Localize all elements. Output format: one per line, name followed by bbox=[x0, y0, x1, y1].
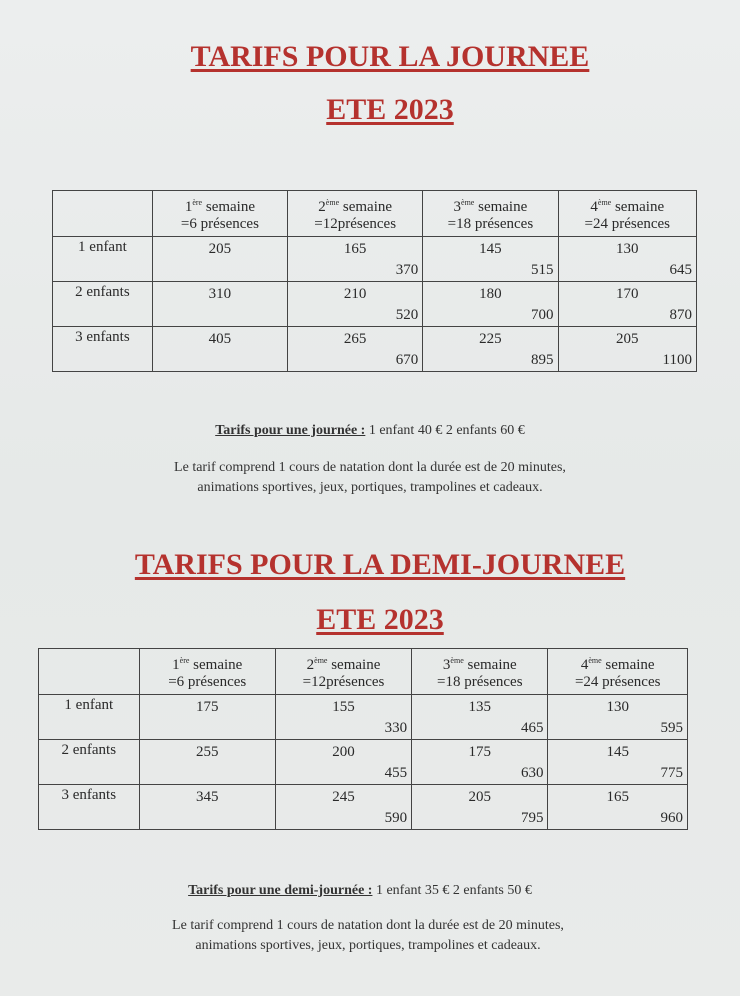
cumulative-price: 670 bbox=[395, 352, 419, 368]
week-presences: =12présences bbox=[314, 216, 397, 232]
table-row bbox=[53, 327, 697, 372]
price-cell bbox=[288, 282, 423, 327]
weekly-price: 200 bbox=[332, 744, 355, 760]
price-cell bbox=[558, 282, 696, 327]
week-header-1 bbox=[139, 649, 275, 695]
cumulative-price: 330 bbox=[384, 720, 408, 736]
section2-price-text: 1 enfant 35 € 2 enfants 50 € bbox=[372, 883, 532, 898]
week-label: semaine bbox=[474, 199, 528, 215]
price-cell bbox=[548, 740, 688, 785]
section1-price-text: 1 enfant 40 € 2 enfants 60 € bbox=[365, 423, 525, 438]
weekly-price: 130 bbox=[616, 241, 639, 257]
price-cell bbox=[423, 282, 558, 327]
price-cell bbox=[412, 740, 548, 785]
weekly-price: 145 bbox=[479, 241, 502, 257]
section1-year: ETE 2023 bbox=[326, 93, 454, 126]
week-ordinal: ème bbox=[314, 656, 328, 665]
week-label: semaine bbox=[601, 657, 655, 673]
table-row bbox=[39, 740, 688, 785]
week-label: semaine bbox=[202, 199, 256, 215]
section2-year: ETE 2023 bbox=[316, 603, 444, 636]
week-header-2 bbox=[275, 649, 411, 695]
week-presences: =18 présences bbox=[437, 674, 523, 690]
cumulative-price: 520 bbox=[395, 307, 419, 323]
price-cell bbox=[412, 695, 548, 740]
cumulative-price: 775 bbox=[660, 765, 683, 781]
cumulative-price: 630 bbox=[520, 765, 544, 781]
table-row bbox=[53, 237, 697, 282]
week-ordinal: ème bbox=[588, 656, 602, 665]
price-cell bbox=[288, 327, 423, 372]
header-empty-cell bbox=[53, 191, 153, 237]
section2-desc-line1: Le tarif comprend 1 cours de natation dont la durée est de 20 minutes, bbox=[172, 918, 564, 933]
cumulative-price: 960 bbox=[660, 810, 683, 826]
week-header-3 bbox=[423, 191, 558, 237]
cumulative-price: 795 bbox=[520, 810, 544, 826]
section2-price-line bbox=[0, 883, 730, 899]
weekly-price: 145 bbox=[606, 744, 629, 760]
week-number: 1 bbox=[184, 199, 193, 215]
row-label: 2 enfants bbox=[53, 282, 153, 327]
weekly-price: 205 bbox=[616, 331, 639, 347]
weekly-price: 265 bbox=[343, 331, 367, 347]
table-row bbox=[53, 282, 697, 327]
price-cell bbox=[548, 785, 688, 830]
week-label: semaine bbox=[463, 657, 517, 673]
section2-title: TARIFS POUR LA DEMI-JOURNEE bbox=[134, 548, 626, 581]
section1-price-label: Tarifs pour une journée : bbox=[215, 423, 366, 438]
row-label: 3 enfants bbox=[53, 327, 153, 372]
weekly-price: 165 bbox=[343, 241, 367, 257]
weekly-price: 310 bbox=[208, 286, 232, 302]
week-ordinal: ère bbox=[192, 198, 203, 207]
table-row bbox=[39, 695, 688, 740]
week-header-1 bbox=[152, 191, 287, 237]
weekly-price: 245 bbox=[332, 789, 355, 805]
weekly-price: 225 bbox=[479, 331, 502, 347]
week-ordinal: ère bbox=[179, 656, 190, 665]
cumulative-price: 465 bbox=[520, 720, 544, 736]
week-presences: =6 présences bbox=[168, 674, 247, 690]
table-row bbox=[39, 785, 688, 830]
weekly-price: 255 bbox=[195, 744, 219, 760]
weekly-price: 170 bbox=[616, 286, 639, 302]
price-cell bbox=[275, 695, 411, 740]
week-label: semaine bbox=[327, 657, 381, 673]
weekly-price: 175 bbox=[468, 744, 492, 760]
weekly-price: 205 bbox=[208, 241, 232, 257]
table-header-row bbox=[53, 191, 697, 237]
price-cell bbox=[275, 785, 411, 830]
row-label: 2 enfants bbox=[39, 740, 140, 785]
price-cell bbox=[288, 237, 423, 282]
week-number: 1 bbox=[172, 657, 180, 673]
weekly-price: 135 bbox=[468, 699, 492, 715]
price-cell bbox=[152, 237, 287, 282]
weekly-price: 165 bbox=[606, 789, 629, 805]
cumulative-price: 590 bbox=[384, 810, 408, 826]
week-label: semaine bbox=[189, 657, 243, 673]
week-number: 2 bbox=[306, 657, 315, 673]
table-header-row bbox=[39, 649, 688, 695]
week-number: 3 bbox=[453, 199, 462, 215]
weekly-price: 155 bbox=[332, 699, 355, 715]
section2-price-label: Tarifs pour une demi-journée : bbox=[188, 883, 373, 898]
price-cell bbox=[423, 237, 558, 282]
weekly-price: 130 bbox=[606, 699, 629, 715]
tarifs-demi-journee-table bbox=[38, 648, 688, 830]
section1-desc-line1: Le tarif comprend 1 cours de natation dont la durée est de 20 minutes, bbox=[174, 460, 566, 475]
week-label: semaine bbox=[339, 199, 393, 215]
row-label: 3 enfants bbox=[39, 785, 140, 830]
price-cell bbox=[548, 695, 688, 740]
cumulative-price: 515 bbox=[531, 262, 554, 278]
price-cell bbox=[558, 237, 696, 282]
week-presences: =12présences bbox=[302, 674, 385, 690]
weekly-price: 180 bbox=[479, 286, 502, 302]
price-cell bbox=[558, 327, 696, 372]
price-cell bbox=[139, 740, 275, 785]
header-empty-cell bbox=[39, 649, 140, 695]
week-ordinal: ème bbox=[450, 656, 464, 665]
section1-desc-line2: animations sportives, jeux, portiques, trampolines et cadeaux. bbox=[197, 480, 543, 495]
weekly-price: 405 bbox=[208, 331, 232, 347]
week-presences: =24 présences bbox=[574, 674, 661, 690]
price-cell bbox=[152, 327, 287, 372]
price-cell bbox=[139, 695, 275, 740]
price-cell bbox=[412, 785, 548, 830]
week-number: 4 bbox=[580, 657, 589, 673]
weekly-price: 175 bbox=[195, 699, 219, 715]
week-presences: =18 présences bbox=[447, 216, 534, 232]
week-label: semaine bbox=[611, 199, 665, 215]
week-header-2 bbox=[288, 191, 423, 237]
tarifs-journee-table bbox=[52, 190, 697, 372]
price-cell bbox=[423, 327, 558, 372]
week-number: 3 bbox=[442, 657, 451, 673]
price-cell bbox=[275, 740, 411, 785]
week-header-4 bbox=[548, 649, 688, 695]
week-header-3 bbox=[412, 649, 548, 695]
cumulative-price: 370 bbox=[395, 262, 419, 278]
weekly-price: 205 bbox=[468, 789, 492, 805]
week-presences: =24 présences bbox=[584, 216, 671, 232]
price-cell bbox=[152, 282, 287, 327]
row-label: 1 enfant bbox=[39, 695, 140, 740]
cumulative-price: 1100 bbox=[662, 352, 692, 368]
cumulative-price: 700 bbox=[531, 307, 554, 323]
cumulative-price: 895 bbox=[531, 352, 554, 368]
section1-title: TARIFS POUR LA JOURNEE bbox=[190, 40, 590, 73]
week-number: 2 bbox=[318, 199, 326, 215]
row-label: 1 enfant bbox=[53, 237, 153, 282]
cumulative-price: 870 bbox=[669, 307, 692, 323]
week-ordinal: ème bbox=[461, 198, 475, 207]
weekly-price: 345 bbox=[195, 789, 219, 805]
week-header-4 bbox=[558, 191, 696, 237]
price-cell bbox=[139, 785, 275, 830]
cumulative-price: 645 bbox=[669, 262, 692, 278]
section2-desc-line2: animations sportives, jeux, portiques, trampolines et cadeaux. bbox=[195, 938, 541, 953]
week-number: 4 bbox=[590, 199, 598, 215]
week-presences: =6 présences bbox=[180, 216, 259, 232]
cumulative-price: 455 bbox=[384, 765, 408, 781]
weekly-price: 210 bbox=[343, 286, 367, 302]
cumulative-price: 595 bbox=[660, 720, 683, 736]
week-ordinal: ème bbox=[597, 198, 612, 207]
week-ordinal: ème bbox=[325, 198, 340, 207]
section1-price-line bbox=[0, 423, 740, 439]
